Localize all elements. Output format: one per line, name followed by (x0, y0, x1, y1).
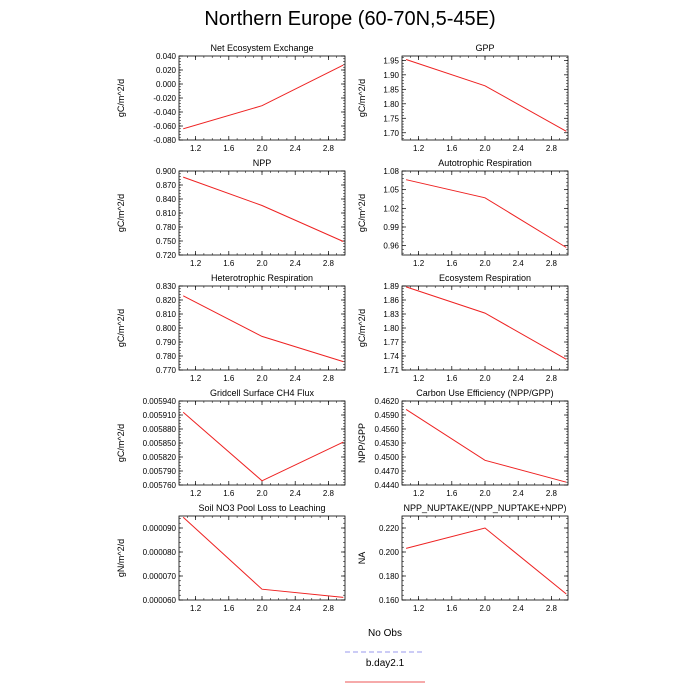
panel-4-xtick-label: 2.8 (545, 259, 557, 268)
panel-3-frame (179, 171, 345, 255)
panel-10-title: NPP_NUPTAKE/(NPP_NUPTAKE+NPP) (403, 503, 567, 513)
panel-6-xtick-label: 2.0 (479, 374, 491, 383)
panel-1-ytick-label: -0.020 (153, 94, 176, 103)
panel-2-ylabel: gC/m^2/d (357, 78, 367, 118)
panel-1-ytick-label: 0.000 (155, 80, 176, 89)
panel-7-ytick-label: 0.005910 (142, 411, 176, 420)
panel-9-xtick-label: 2.0 (256, 604, 268, 613)
panel-7-xtick-label: 1.2 (190, 489, 202, 498)
panel-1-title: Net Ecosystem Exchange (210, 43, 314, 53)
panel-3-xtick-label: 2.4 (289, 259, 301, 268)
panel-3-ytick-label: 0.870 (155, 181, 176, 190)
panel-6-xtick-label: 1.2 (413, 374, 425, 383)
panel-6-frame (402, 286, 568, 370)
panel-7-xtick-label: 2.4 (289, 489, 301, 498)
panel-5-frame (179, 286, 345, 370)
panel-10-xtick-label: 1.6 (446, 604, 458, 613)
panel-7-ytick-label: 0.005940 (142, 397, 176, 406)
panel-9-ytick-label: 0.000060 (142, 596, 176, 605)
panel-1-frame (179, 56, 345, 140)
panel-7-series-line (183, 412, 343, 481)
panel-9-ylabel: gN/m^2/d (116, 538, 126, 578)
panel-4-ylabel: gC/m^2/d (357, 193, 367, 233)
panel-10-xtick-label: 2.8 (545, 604, 557, 613)
panel-10-xtick-label: 2.4 (512, 604, 524, 613)
panel-6-xtick-label: 2.8 (545, 374, 557, 383)
panel-3-ytick-label: 0.780 (155, 223, 176, 232)
panel-3-series-line (183, 177, 343, 241)
panel-2-xtick-label: 2.8 (545, 144, 557, 153)
panel-8-ytick-label: 0.4440 (374, 481, 399, 490)
panel-9-ytick-label: 0.000070 (142, 572, 176, 581)
panel-10-ytick-label: 0.220 (378, 524, 399, 533)
panel-7-ytick-label: 0.005850 (142, 439, 176, 448)
panel-10-xtick-label: 2.0 (479, 604, 491, 613)
panel-6-ytick-label: 1.77 (383, 338, 399, 347)
panel-1-xtick-label: 2.0 (256, 144, 268, 153)
panel-1-ytick-label: 0.020 (155, 66, 176, 75)
panel-8-ytick-label: 0.4500 (374, 453, 399, 462)
panel-5-xtick-label: 1.2 (190, 374, 202, 383)
panel-8-xtick-label: 1.2 (413, 489, 425, 498)
panel-7-xtick-label: 2.0 (256, 489, 268, 498)
panel-3-ytick-label: 0.900 (155, 167, 176, 176)
legend-label-1: No Obs (368, 628, 402, 639)
panel-9-xtick-label: 1.2 (190, 604, 202, 613)
panel-1-xtick-label: 1.6 (223, 144, 235, 153)
panel-6-ytick-label: 1.86 (383, 296, 399, 305)
panel-6-ytick-label: 1.71 (383, 366, 399, 375)
panel-8-xtick-label: 1.6 (446, 489, 458, 498)
panel-6-xtick-label: 2.4 (512, 374, 524, 383)
panel-6-ylabel: gC/m^2/d (357, 308, 367, 348)
panel-8-ytick-label: 0.4470 (374, 467, 399, 476)
panel-3-ytick-label: 0.840 (155, 195, 176, 204)
panel-10-series-line (406, 528, 566, 594)
legend-label-2: b.day2.1 (365, 658, 405, 669)
panel-5-ylabel: gC/m^2/d (116, 308, 126, 348)
panel-6-ytick-label: 1.74 (383, 352, 399, 361)
panel-4-frame (402, 171, 568, 255)
panel-8-xtick-label: 2.0 (479, 489, 491, 498)
panel-6-title: Ecosystem Respiration (438, 273, 532, 283)
panel-2-xtick-label: 2.0 (479, 144, 491, 153)
panel-8-xtick-label: 2.4 (512, 489, 524, 498)
panel-2-xtick-label: 1.2 (413, 144, 425, 153)
panel-5-xtick-label: 2.8 (322, 374, 334, 383)
panel-2-xtick-label: 2.4 (512, 144, 524, 153)
panel-9-ytick-label: 0.000090 (142, 524, 176, 533)
panel-5-xtick-label: 1.6 (223, 374, 235, 383)
panel-7-ytick-label: 0.005760 (142, 481, 176, 490)
panel-8-ytick-label: 0.4530 (374, 439, 399, 448)
panel-6-ytick-label: 1.80 (383, 324, 399, 333)
panel-7-title: Gridcell Surface CH4 Flux (209, 388, 315, 398)
panel-6-ytick-label: 1.89 (383, 282, 399, 291)
panel-4-title: Autotrophic Respiration (438, 158, 532, 168)
panel-4-xtick-label: 1.6 (446, 259, 458, 268)
panel-1-xtick-label: 1.2 (190, 144, 202, 153)
panel-8-title: Carbon Use Efficiency (NPP/GPP) (416, 388, 554, 398)
panel-4-xtick-label: 2.4 (512, 259, 524, 268)
panel-10-ylabel: NA (357, 551, 367, 565)
panel-2-ytick-label: 1.70 (383, 128, 399, 138)
panel-5-ytick-label: 0.810 (155, 310, 176, 319)
panel-7-ytick-label: 0.005820 (142, 453, 176, 462)
panel-8-series-line (406, 409, 566, 482)
panel-1-series-line (183, 65, 343, 129)
panel-5-xtick-label: 2.0 (256, 374, 268, 383)
panel-1-ytick-label: -0.080 (153, 136, 176, 145)
panel-9-title: Soil NO3 Pool Loss to Leaching (198, 503, 326, 513)
panel-9-ytick-label: 0.000080 (142, 548, 176, 557)
panel-4-xtick-label: 1.2 (413, 259, 425, 268)
panel-7-ytick-label: 0.005880 (142, 425, 176, 434)
panel-9-frame (179, 516, 345, 600)
panel-2-xtick-label: 1.6 (446, 144, 458, 153)
panel-8-ylabel: NPP/GPP (357, 422, 367, 464)
panel-7-xtick-label: 1.6 (223, 489, 235, 498)
panel-4-ytick-label: 1.08 (383, 167, 399, 176)
panel-5-ytick-label: 0.790 (155, 338, 176, 347)
panel-8-ytick-label: 0.4590 (374, 411, 399, 420)
figure-title: Northern Europe (60-70N,5-45E) (204, 8, 496, 30)
panel-10-xtick-label: 1.2 (413, 604, 425, 613)
panel-6-series-line (406, 287, 566, 359)
panel-5-ytick-label: 0.770 (155, 366, 176, 375)
panel-4-ytick-label: 0.99 (383, 223, 399, 232)
panel-3-ytick-label: 0.720 (155, 251, 176, 260)
panel-2-title: GPP (475, 43, 495, 53)
panel-4-ytick-label: 0.96 (383, 241, 399, 251)
panel-2-ytick-label: 1.90 (383, 70, 399, 80)
panel-3-xtick-label: 1.6 (223, 259, 235, 268)
panel-7-ytick-label: 0.005790 (142, 467, 176, 476)
panel-2-ytick-label: 1.80 (383, 99, 399, 109)
panel-5-ytick-label: 0.800 (155, 324, 176, 333)
panel-3-xtick-label: 2.8 (322, 259, 334, 268)
panel-2-ytick-label: 1.95 (383, 56, 399, 66)
panel-7-ylabel: gC/m^2/d (116, 423, 126, 463)
panel-10-ytick-label: 0.160 (378, 596, 399, 605)
panel-3-ytick-label: 0.750 (155, 237, 176, 246)
panel-6-ytick-label: 1.83 (383, 310, 399, 319)
panel-1-ytick-label: -0.040 (153, 108, 176, 117)
panel-4-ytick-label: 1.02 (383, 204, 399, 214)
panel-9-xtick-label: 2.8 (322, 604, 334, 613)
panel-5-ytick-label: 0.830 (155, 282, 176, 291)
panel-3-ylabel: gC/m^2/d (116, 193, 126, 233)
panel-6-xtick-label: 1.6 (446, 374, 458, 383)
panel-3-ytick-label: 0.810 (155, 209, 176, 218)
panel-7-frame (179, 401, 345, 485)
panel-8-xtick-label: 2.8 (545, 489, 557, 498)
panel-5-title: Heterotrophic Respiration (210, 273, 314, 283)
panel-2-ytick-label: 1.85 (383, 85, 399, 95)
panel-1-ytick-label: 0.040 (155, 52, 176, 61)
panel-9-series-line (183, 517, 343, 597)
panel-1-xtick-label: 2.4 (289, 144, 301, 153)
panel-3-title: NPP (252, 158, 272, 168)
panel-5-ytick-label: 0.780 (155, 352, 176, 361)
panel-1-ytick-label: -0.060 (153, 122, 176, 131)
panel-2-series-line (406, 60, 566, 132)
panel-10-ytick-label: 0.180 (378, 572, 399, 581)
panel-3-xtick-label: 1.2 (190, 259, 202, 268)
panel-5-xtick-label: 2.4 (289, 374, 301, 383)
panel-4-xtick-label: 2.0 (479, 259, 491, 268)
panel-8-ytick-label: 0.4560 (374, 425, 399, 434)
panel-2-ytick-label: 1.75 (383, 114, 399, 124)
panel-8-frame (402, 401, 568, 485)
panel-9-xtick-label: 2.4 (289, 604, 301, 613)
panel-9-xtick-label: 1.6 (223, 604, 235, 613)
panel-3-xtick-label: 2.0 (256, 259, 268, 268)
panel-5-ytick-label: 0.820 (155, 296, 176, 305)
panel-7-xtick-label: 2.8 (322, 489, 334, 498)
panel-4-series-line (406, 180, 566, 248)
panel-1-ylabel: gC/m^2/d (116, 78, 126, 118)
panel-2-frame (402, 56, 568, 140)
panel-10-ytick-label: 0.200 (378, 548, 399, 557)
panel-5-series-line (183, 296, 343, 362)
panel-8-ytick-label: 0.4620 (374, 397, 399, 406)
panel-4-ytick-label: 1.05 (383, 185, 399, 195)
panel-1-xtick-label: 2.8 (322, 144, 334, 153)
